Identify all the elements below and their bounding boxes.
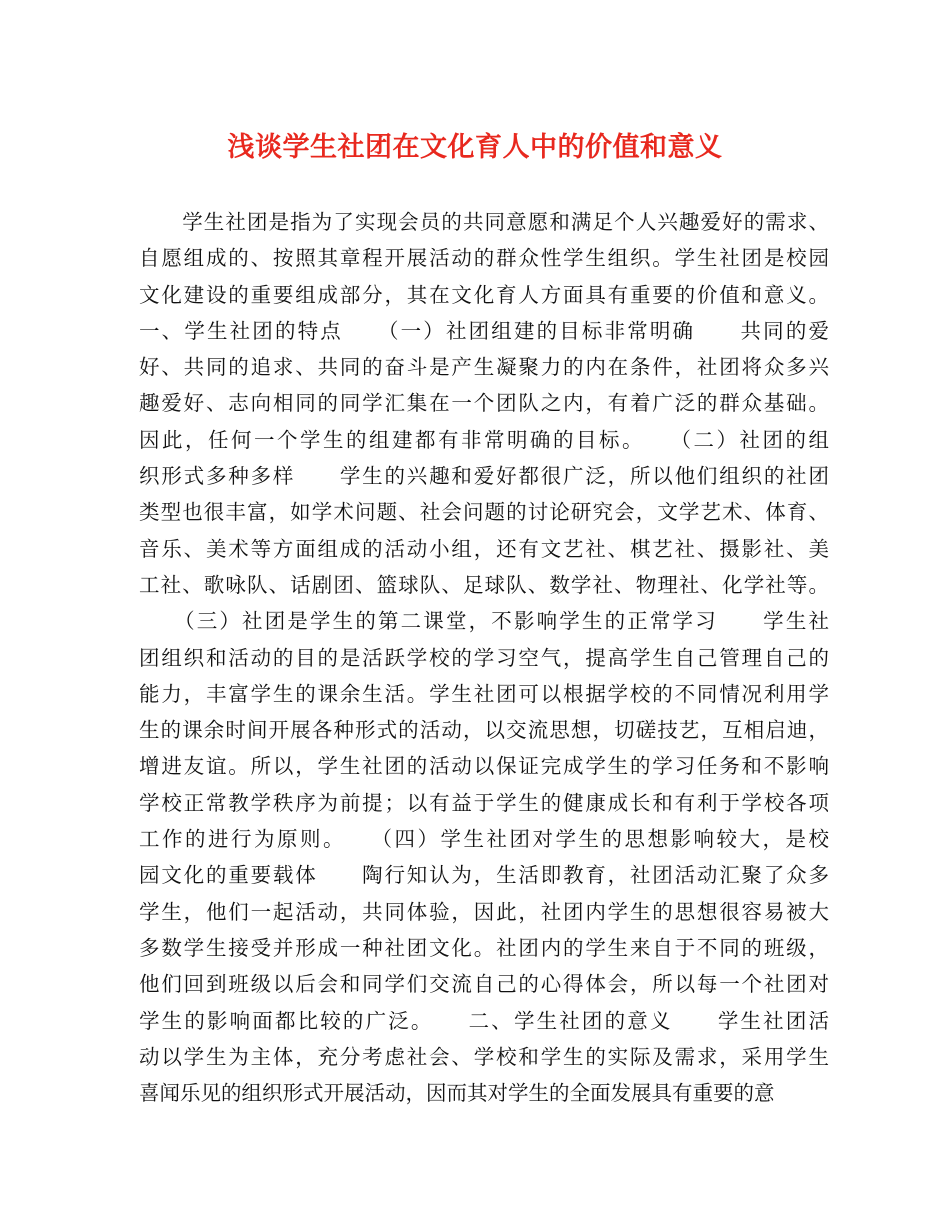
body-line: 团组织和活动的目的是活跃学校的学习空气，提高学生自己管理自己的 [139, 645, 829, 670]
body-line: 音乐、美术等方面组成的活动小组，还有文艺社、棋艺社、摄影社、美 [139, 536, 829, 561]
body-line: 工作的进行为原则。 （四）学生社团对学生的思想影响较大，是校 [139, 827, 829, 852]
body-line: 工社、歌咏队、话剧团、篮球队、足球队、数学社、物理社、化学社等。 [139, 572, 829, 597]
document-body [139, 204, 829, 1111]
body-line: 织形式多种多样 学生的兴趣和爱好都很广泛，所以他们组织的社团 [139, 464, 829, 489]
body-line: 生的课余时间开展各种形式的活动，以交流思想，切磋技艺，互相启迪， [139, 718, 829, 743]
body-line: 学生的影响面都比较的广泛。 二、学生社团的意义 学生社团活 [139, 1008, 829, 1033]
body-line: 喜闻乐见的组织形式开展活动，因而其对学生的全面发展具有重要的意 [139, 1081, 775, 1106]
body-line: 增进友谊。所以，学生社团的活动以保证完成学生的学习任务和不影响 [139, 754, 829, 779]
body-line: 一、学生社团的特点 （一）社团组建的目标非常明确 共同的爱 [139, 318, 829, 343]
body-line: 动以学生为主体，充分考虑社会、学校和学生的实际及需求，采用学生 [139, 1044, 829, 1069]
body-line: 类型也很丰富，如学术问题、社会问题的讨论研究会，文学艺术、体育、 [139, 500, 829, 525]
document-title: 浅谈学生社团在文化育人中的价值和意义 [227, 132, 723, 163]
body-line: 自愿组成的、按照其章程开展活动的群众性学生组织。学生社团是校园 [139, 246, 829, 271]
body-line: 学校正常教学秩序为前提；以有益于学生的健康成长和有利于学校各项 [139, 790, 829, 815]
body-line: 能力，丰富学生的课余生活。学生社团可以根据学校的不同情况利用学 [139, 681, 829, 706]
body-line: 学生社团是指为了实现会员的共同意愿和满足个人兴趣爱好的需求、 [139, 210, 829, 234]
body-line: 文化建设的重要组成部分，其在文化育人方面具有重要的价值和意义。 [139, 282, 829, 307]
body-line: 多数学生接受并形成一种社团文化。社团内的学生来自于不同的班级， [139, 935, 829, 960]
body-line: 好、共同的追求、共同的奋斗是产生凝聚力的内在条件，社团将众多兴 [139, 355, 829, 380]
body-line: 趣爱好、志向相同的同学汇集在一个团队之内，有着广泛的群众基础。 [139, 391, 829, 416]
body-line: 园文化的重要载体 陶行知认为，生活即教育，社团活动汇聚了众多 [139, 863, 829, 888]
body-line: （三）社团是学生的第二课堂，不影响学生的正常学习 学生社 [139, 609, 829, 634]
body-line: 因此，任何一个学生的组建都有非常明确的目标。 （二）社团的组 [139, 427, 829, 452]
body-line: 学生，他们一起活动，共同体验，因此，社团内学生的思想很容易被大 [139, 899, 829, 924]
body-line: 他们回到班级以后会和同学们交流自己的心得体会，所以每一个社团对 [139, 972, 829, 997]
